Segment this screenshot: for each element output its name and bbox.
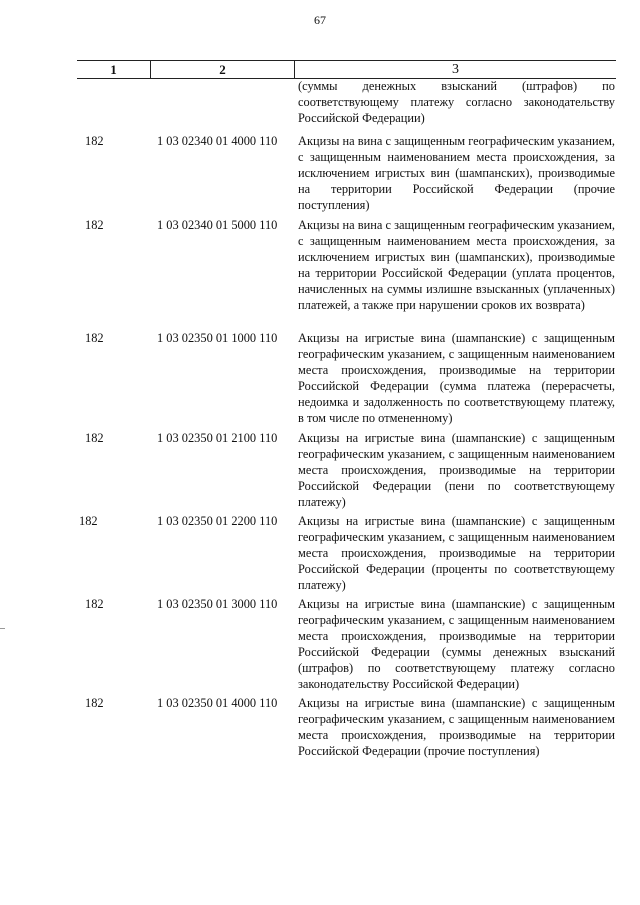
table-header	[77, 60, 616, 79]
budget-code: 1 03 02350 01 1000 110	[157, 331, 278, 345]
description: Акцизы на игристые вина (шампанские) с защищенным географическим указанием, с защищенным наименованием места происхождения, производимые на территории Российской Федерации (суммы денежных взысканий (штрафов) по соответствующему платежу согласно законодательству Российской Федерации)	[298, 597, 615, 691]
admin-code: 182	[85, 218, 104, 232]
description: Акцизы на игристые вина (шампанские) с защищенным географическим указанием, с защищенным наименованием места происхождения, производимые на территории Российской Федерации (сумма платежа (перерасчеты, недоимка и задолженность по соответствующему платежу, в том числе по отмененному)	[298, 331, 615, 425]
admin-code: 182	[79, 514, 98, 528]
description: Акцизы на игристые вина (шампанские) с защищенным географическим указанием, с защищенным наименованием места происхождения, производимые на территории Российской Федерации (прочие поступления)	[298, 696, 615, 758]
budget-code: 1 03 02350 01 3000 110	[157, 597, 278, 611]
budget-code: 1 03 02350 01 2200 110	[157, 514, 278, 528]
page-number: 67	[314, 13, 326, 27]
table-header-col2: 2	[151, 61, 295, 78]
description: Акцизы на вина с защищенным географическим указанием, с защищенным наименованием места происхождения, за исключением игристых вин (шампанских), производимые на территории Российской Федерации (уплата процентов, начисленных на суммы излишне взысканных (уплаченных) платежей, а также при нарушении сроков их возврата)	[298, 218, 616, 312]
description: Акцизы на игристые вина (шампанские) с защищенным географическим указанием, с защищенным наименованием места происхождения, производимые на территории Российской Федерации (пени по соответствующему платежу)	[298, 431, 615, 509]
continuation-text: (суммы денежных взысканий (штрафов) по соответствующему платежу согласно законодательству Российской Федерации)	[298, 79, 615, 125]
description: Акцизы на вина с защищенным географическим указанием, с защищенным наименованием места происхождения, за исключением игристых вин (шампанских), производимые на территории Российской Федерации (прочие поступления)	[298, 134, 616, 212]
admin-code: 182	[85, 431, 104, 445]
admin-code: 182	[85, 696, 104, 710]
budget-code: 1 03 02340 01 5000 110	[157, 218, 278, 232]
admin-code: 182	[85, 597, 104, 611]
admin-code: 182	[85, 331, 104, 345]
table-header-col3: 3	[452, 62, 459, 77]
budget-code: 1 03 02350 01 4000 110	[157, 696, 278, 710]
budget-code: 1 03 02350 01 2100 110	[157, 431, 278, 445]
scan-margin-mark	[0, 628, 5, 629]
description: Акцизы на игристые вина (шампанские) с защищенным географическим указанием, с защищенным наименованием места происхождения, производимые на территории Российской Федерации (проценты по соответствующему платежу)	[298, 514, 615, 592]
table-header-col1: 1	[77, 61, 151, 78]
budget-code: 1 03 02340 01 4000 110	[157, 134, 278, 148]
admin-code: 182	[85, 134, 104, 148]
